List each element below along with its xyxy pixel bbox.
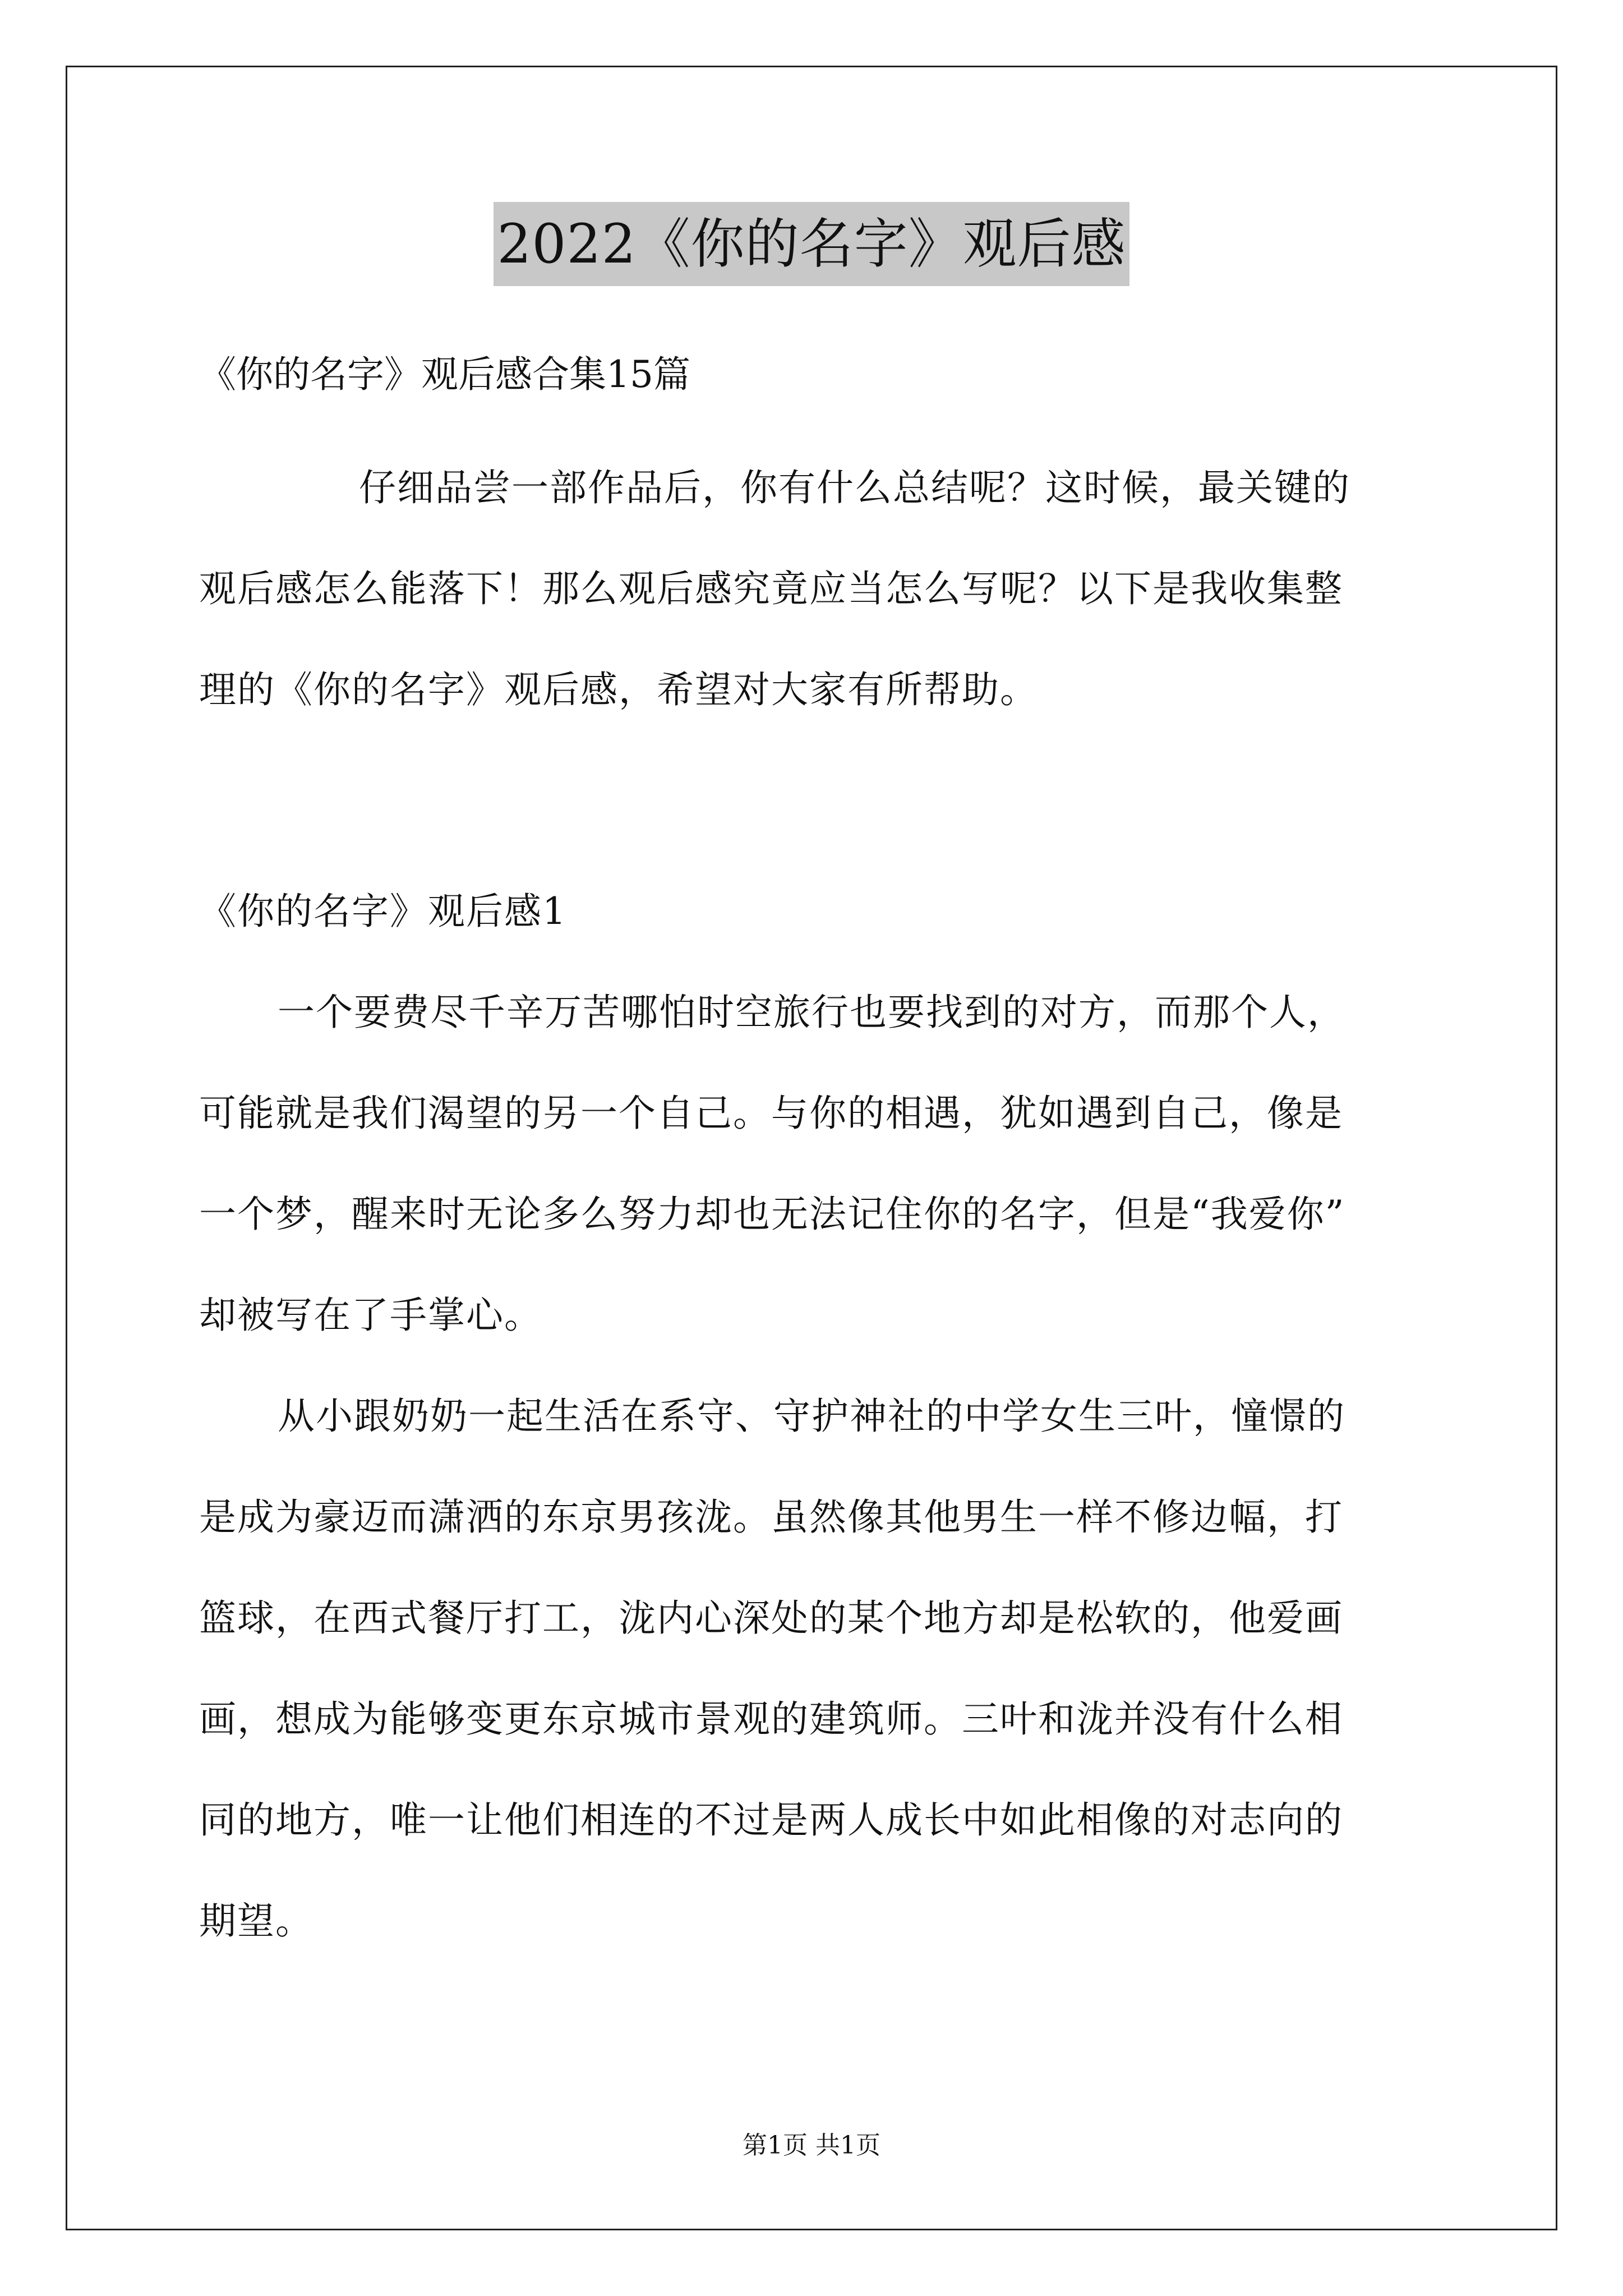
intro-line-2: 观后感怎么能落下！那么观后感究竟应当怎么写呢？以下是我收集整 xyxy=(199,567,1343,610)
paragraph2-line-4: 画，想成为能够变更东京城市景观的建筑师。三叶和泷并没有什么相 xyxy=(199,1697,1343,1741)
paragraph2-line-6: 期望。 xyxy=(199,1899,313,1943)
intro-line-1: 仔细品尝一部作品后，你有什么总结呢？这时候，最关键的 xyxy=(359,466,1350,509)
paragraph1-line-4: 却被写在了手掌心。 xyxy=(199,1294,542,1337)
document-subtitle: 《你的名字》观后感合集15篇 xyxy=(199,353,690,396)
paragraph2-line-5: 同的地方，唯一让他们相连的不过是两人成长中如此相像的对志向的 xyxy=(199,1798,1343,1842)
paragraph2-line-1: 从小跟奶奶一起生活在系守、守护神社的中学女生三叶，憧憬的 xyxy=(278,1395,1345,1438)
paragraph1-line-3: 一个梦，醒来时无论多么努力却也无法记住你的名字，但是“我爱你” xyxy=(199,1193,1345,1236)
paragraph1-line-2: 可能就是我们渴望的另一个自己。与你的相遇，犹如遇到自己，像是 xyxy=(199,1092,1343,1135)
title-container xyxy=(0,202,1623,286)
page-footer: 第1页 共1页 xyxy=(743,2131,880,2160)
section-heading: 《你的名字》观后感1 xyxy=(199,890,567,933)
paragraph1-line-1: 一个要费尽千辛万苦哪怕时空旅行也要找到的对方，而那个人， xyxy=(278,991,1345,1034)
paragraph2-line-2: 是成为豪迈而潇洒的东京男孩泷。虽然像其他男生一样不修边幅，打 xyxy=(199,1496,1343,1539)
paragraph2-line-3: 篮球，在西式餐厅打工，泷内心深处的某个地方却是松软的，他爱画 xyxy=(199,1596,1343,1640)
document-title: 2022《你的名字》观后感 xyxy=(494,202,1129,286)
intro-line-3: 理的《你的名字》观后感，希望对大家有所帮助。 xyxy=(199,668,1038,711)
